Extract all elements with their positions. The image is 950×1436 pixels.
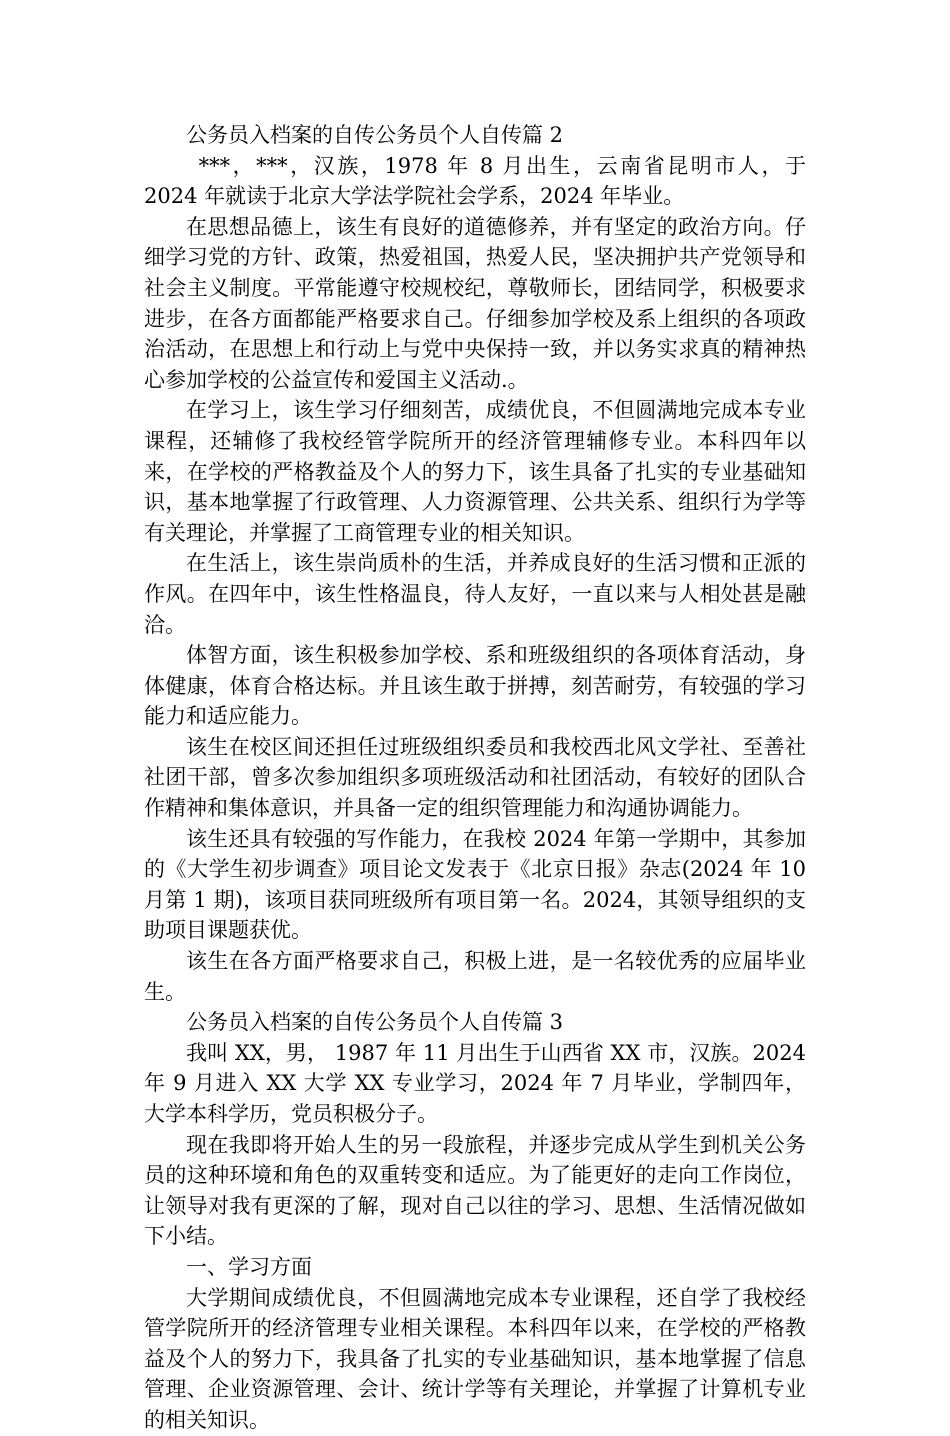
paragraph: 在学习上，该生学习仔细刻苦，成绩优良，不但圆满地完成本专业课程，还辅修了我校经管学院所开的经济管理辅修专业。本科四年以来，在学校的严格教益及个人的努力下，该生具备了扎实的专业基础知识，基本地掌握了行政管理、人力资源管理、公共关系、组织行为学等有关理论，并掌握了工商管理专业的相关知识。 (144, 398, 806, 545)
paragraph: 我叫 XX，男， 1987 年 11 月出生于山西省 XX 市，汉族。2024 年 9 月进入 XX 大学 XX 专业学习，2024 年 7 月毕业，学制四年，大学本科学历，党员积极分子。 (144, 1040, 806, 1126)
paragraph: 在思想品德上，该生有良好的道德修养，并有坚定的政治方向。仔细学习党的方针、政策，热爱祖国，热爱人民，坚决拥护共产党领导和社会主义制度。平常能遵守校规校纪，尊敬师长，团结同学，积极要求进步，在各方面都能严格要求自己。仔细参加学校及系上组织的各项政治活动，在思想上和行动上与党中央保持一致，并以务实求真的精神热心参加学校的公益宣传和爱国主义活动.。 (144, 214, 806, 392)
subsection-heading: 一、学习方面 (186, 1254, 312, 1279)
paragraph: 现在我即将开始人生的另一段旅程，并逐步完成从学生到机关公务员的这种环境和角色的双重转变和适应。为了能更好的走向工作岗位，让领导对我有更深的了解，现对自己以往的学习、思想、生活情况做如下小结。 (144, 1132, 806, 1249)
section-title: 公务员入档案的自传公务员个人自传篇 3 (186, 1010, 564, 1035)
section-title: 公务员入档案的自传公务员个人自传篇 2 (186, 123, 564, 147)
paragraph: 该生还具有较强的写作能力，在我校 2024 年第一学期中，其参加的《大学生初步调查》项目论文发表于《北京日报》杂志(2024 年 10 月第 1 期)，该项目获同班级所有项目第一名。2024，其领导组织的支助项目课题获优。 (144, 826, 806, 943)
document-body (144, 120, 806, 1436)
paragraph: 大学期间成绩优良，不但圆满地完成本专业课程，还自学了我校经管学院所开的经济管理专业相关课程。本科四年以来，在学校的严格教益及个人的努力下，我具备了扎实的专业基础知识，基本地掌握了信息管理、企业资源管理、会计、统计学等有关理论，并掌握了计算机专业的相关知识。 (144, 1285, 806, 1432)
paragraph: ***，***，汉族，1978 年 8 月出生，云南省昆明市人，于 2024 年就读于北京大学法学院社会学系，2024 年毕业。 (144, 153, 806, 209)
paragraph: 该生在校区间还担任过班级组织委员和我校西北风文学社、至善社社团干部，曾多次参加组织多项班级活动和社团活动，有较好的团队合作精神和集体意识，并具备一定的组织管理能力和沟通协调能力。 (144, 734, 806, 821)
paragraph: 体智方面，该生积极参加学校、系和班级组织的各项体育活动，身体健康，体育合格达标。并且该生敢于拼搏，刻苦耐劳，有较强的学习能力和适应能力。 (144, 643, 806, 729)
paragraph: 在生活上，该生崇尚质朴的生活，并养成良好的生活习惯和正派的作风。在四年中，该生性格温良，待人友好，一直以来与人相处甚是融洽。 (144, 551, 806, 637)
paragraph: 该生在各方面严格要求自己，积极上进，是一名较优秀的应届毕业生。 (144, 949, 806, 1004)
